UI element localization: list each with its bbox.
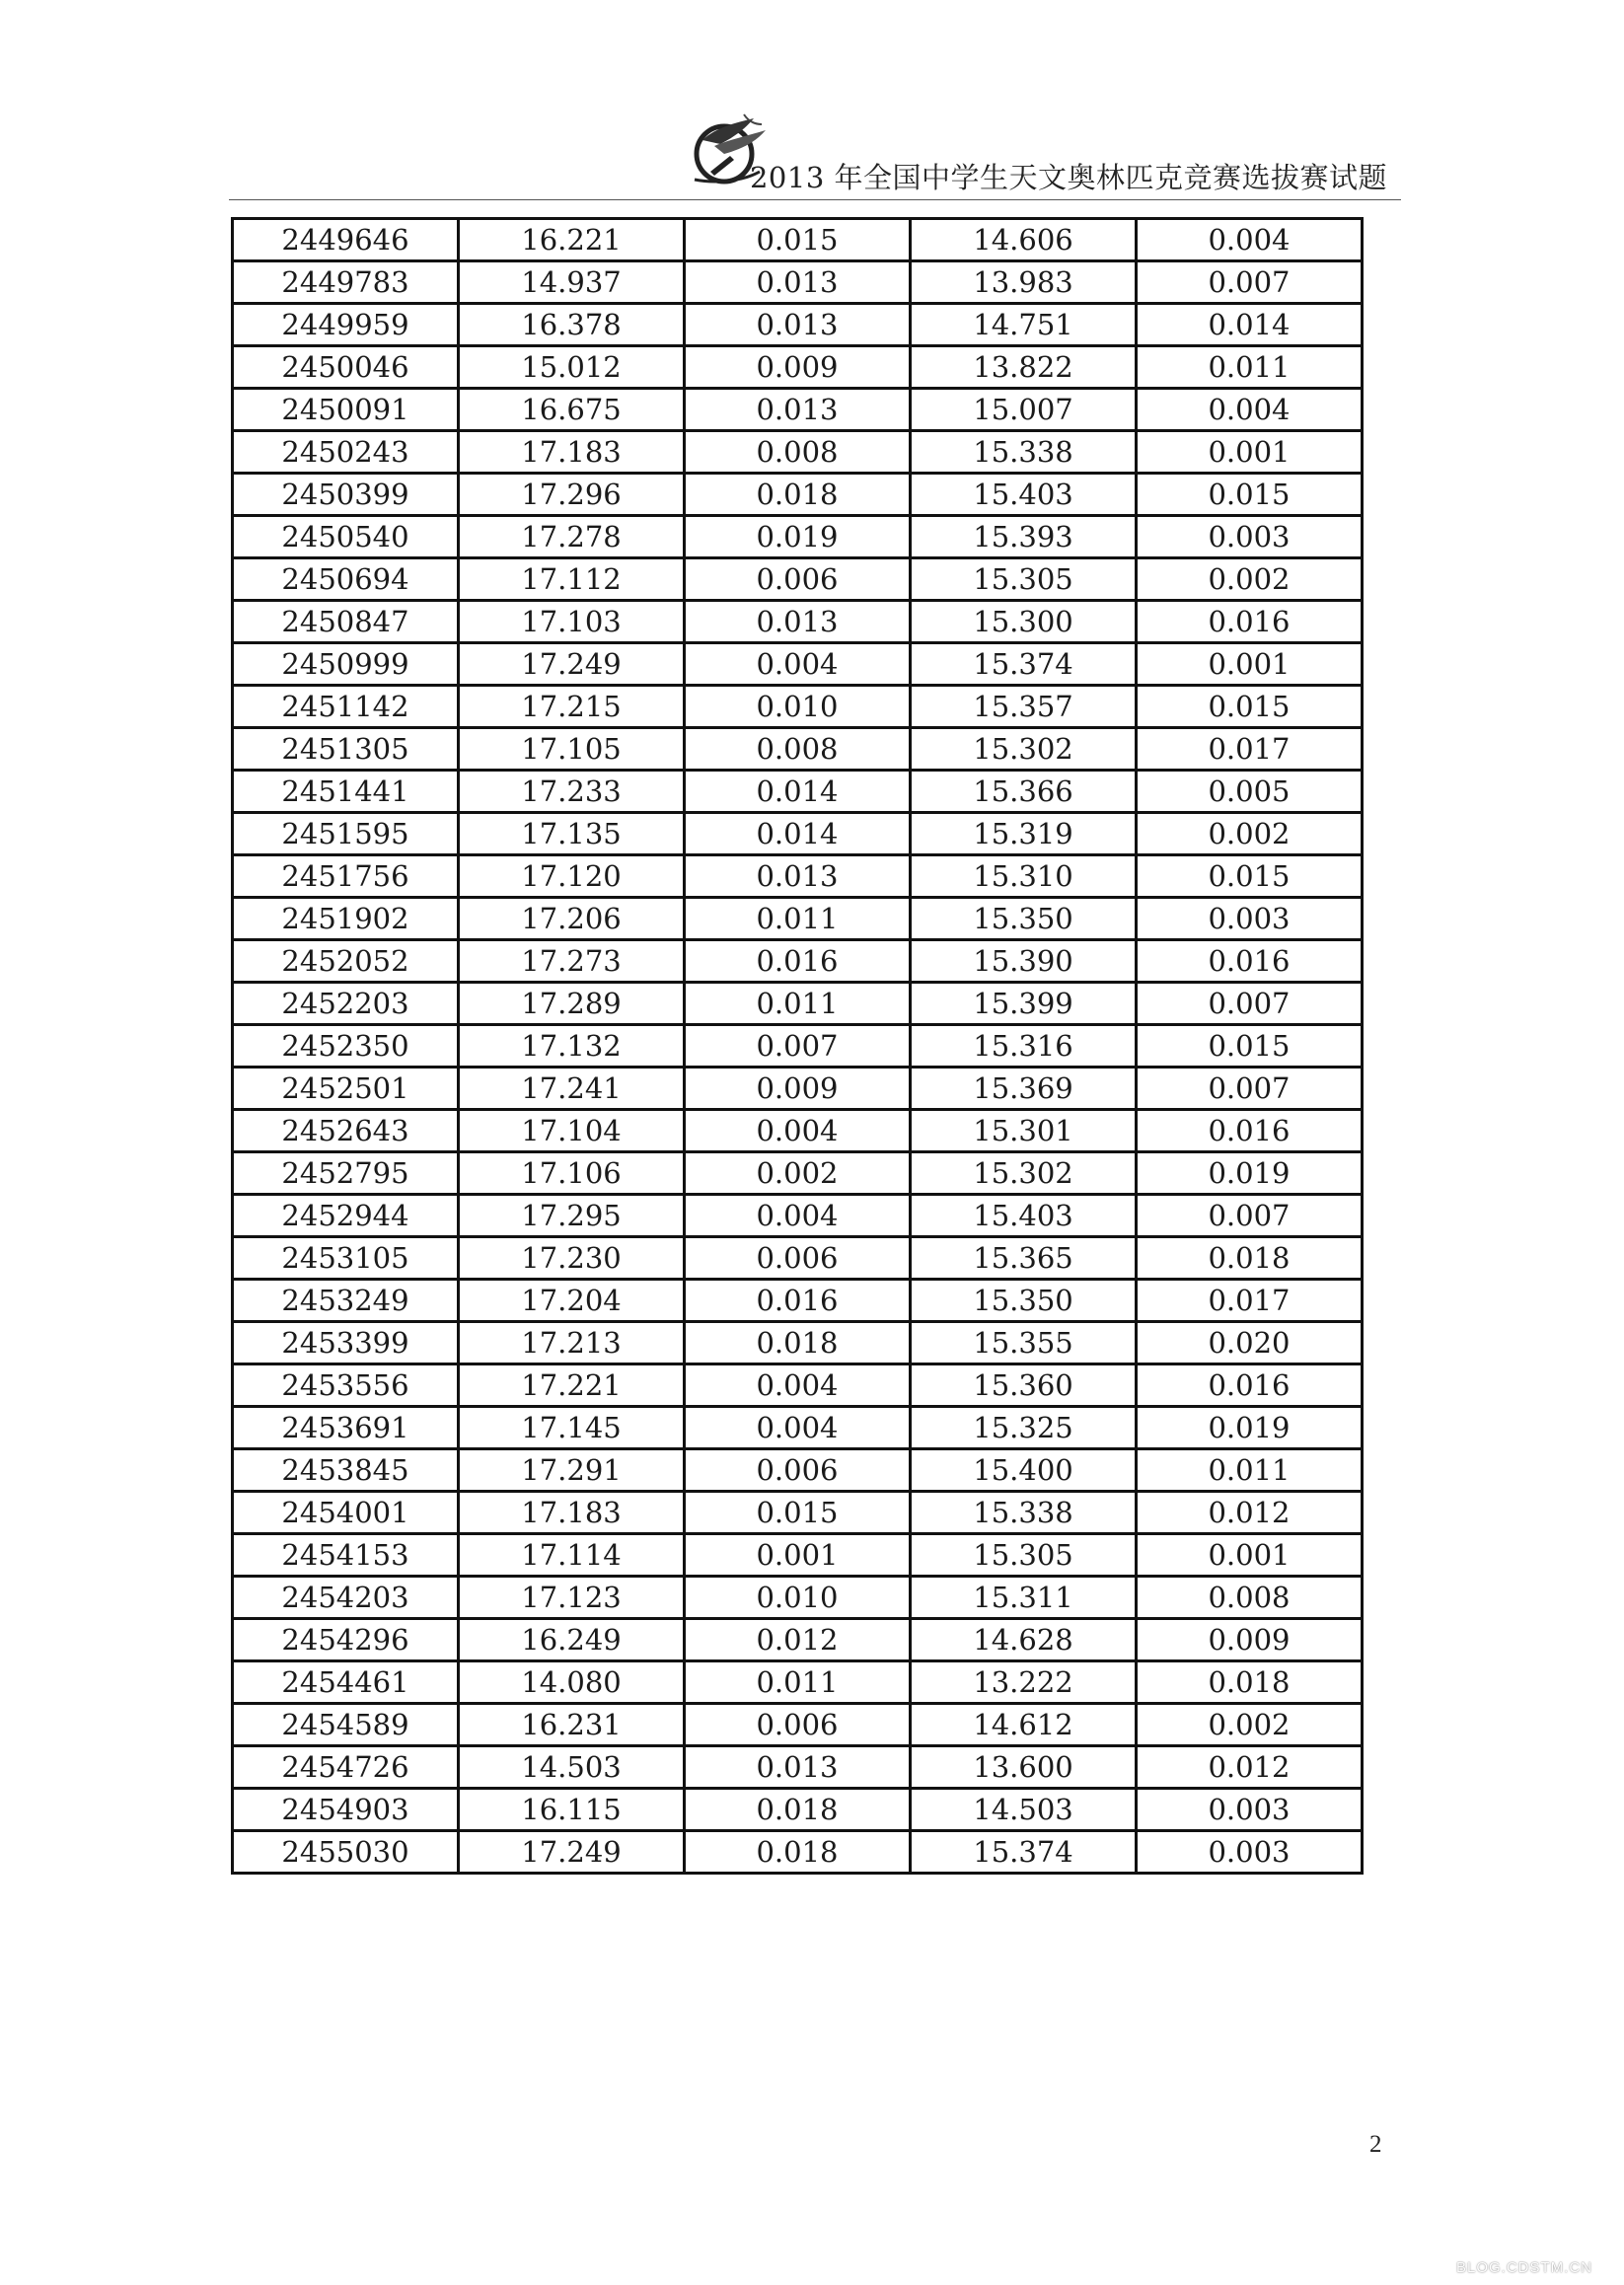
- table-cell: 0.015: [685, 1492, 911, 1534]
- table-cell: 2454903: [233, 1789, 459, 1831]
- table-cell: 15.311: [911, 1577, 1137, 1619]
- table-cell: 0.016: [685, 1280, 911, 1322]
- table-cell: 15.300: [911, 601, 1137, 643]
- table-cell: 2455030: [233, 1831, 459, 1874]
- table-cell: 13.983: [911, 261, 1137, 304]
- table-row: [233, 1364, 1363, 1407]
- table-cell: 2449646: [233, 219, 459, 261]
- page-header-title: 2013 年全国中学生天文奥林匹克竞赛选拔赛试题: [749, 161, 1387, 194]
- table-row: [233, 431, 1363, 474]
- table-cell: 0.016: [1137, 940, 1363, 983]
- table-row: [233, 1322, 1363, 1364]
- table-cell: 2453105: [233, 1237, 459, 1280]
- table-cell: 15.403: [911, 474, 1137, 516]
- table-cell: 0.008: [685, 728, 911, 771]
- table-cell: 15.302: [911, 728, 1137, 771]
- table-row: [233, 1110, 1363, 1152]
- table-row: [233, 219, 1363, 261]
- table-cell: 0.015: [1137, 1025, 1363, 1068]
- table-cell: 0.009: [1137, 1619, 1363, 1661]
- table-cell: 0.012: [685, 1619, 911, 1661]
- table-cell: 0.012: [1137, 1746, 1363, 1789]
- table-cell: 17.204: [459, 1280, 685, 1322]
- table-row: [233, 1237, 1363, 1280]
- table-cell: 0.013: [685, 261, 911, 304]
- table-cell: 15.310: [911, 855, 1137, 898]
- table-cell: 0.003: [1137, 1789, 1363, 1831]
- table-cell: 2449959: [233, 304, 459, 346]
- table-cell: 0.008: [685, 431, 911, 474]
- table-cell: 15.012: [459, 346, 685, 389]
- table-cell: 16.231: [459, 1704, 685, 1746]
- table-cell: 17.230: [459, 1237, 685, 1280]
- table-cell: 14.937: [459, 261, 685, 304]
- table-cell: 15.357: [911, 686, 1137, 728]
- table-cell: 0.002: [685, 1152, 911, 1195]
- table-cell: 17.249: [459, 643, 685, 686]
- table-cell: 17.289: [459, 983, 685, 1025]
- table-row: [233, 389, 1363, 431]
- table-cell: 2454726: [233, 1746, 459, 1789]
- table-cell: 0.017: [1137, 1280, 1363, 1322]
- table-cell: 0.012: [1137, 1492, 1363, 1534]
- table-cell: 0.019: [685, 516, 911, 558]
- table-cell: 15.374: [911, 643, 1137, 686]
- table-cell: 13.600: [911, 1746, 1137, 1789]
- table-cell: 2449783: [233, 261, 459, 304]
- table-cell: 2454296: [233, 1619, 459, 1661]
- table-cell: 17.120: [459, 855, 685, 898]
- table-row: [233, 1577, 1363, 1619]
- table-cell: 0.001: [1137, 1534, 1363, 1577]
- table-cell: 2450999: [233, 643, 459, 686]
- table-row: [233, 940, 1363, 983]
- table-cell: 0.019: [1137, 1152, 1363, 1195]
- table-cell: 0.018: [1137, 1237, 1363, 1280]
- table-cell: 14.606: [911, 219, 1137, 261]
- table-cell: 0.003: [1137, 1831, 1363, 1874]
- table-cell: 17.183: [459, 431, 685, 474]
- table-cell: 2452643: [233, 1110, 459, 1152]
- table-row: [233, 983, 1363, 1025]
- table-cell: 17.183: [459, 1492, 685, 1534]
- table-cell: 16.221: [459, 219, 685, 261]
- table-row: [233, 1152, 1363, 1195]
- table-row: [233, 813, 1363, 855]
- table-cell: 2451756: [233, 855, 459, 898]
- table-row: [233, 1534, 1363, 1577]
- table-row: [233, 1068, 1363, 1110]
- table-cell: 2453399: [233, 1322, 459, 1364]
- table-cell: 17.296: [459, 474, 685, 516]
- table-cell: 2450243: [233, 431, 459, 474]
- table-row: [233, 1449, 1363, 1492]
- table-cell: 0.004: [1137, 219, 1363, 261]
- table-row: [233, 1025, 1363, 1068]
- table-cell: 0.007: [1137, 261, 1363, 304]
- table-cell: 0.003: [1137, 516, 1363, 558]
- table-cell: 2454153: [233, 1534, 459, 1577]
- table-cell: 0.011: [685, 898, 911, 940]
- table-cell: 15.338: [911, 431, 1137, 474]
- table-cell: 15.390: [911, 940, 1137, 983]
- table-cell: 17.249: [459, 1831, 685, 1874]
- table-cell: 0.006: [685, 558, 911, 601]
- table-cell: 0.015: [685, 219, 911, 261]
- table-cell: 0.016: [1137, 1364, 1363, 1407]
- table-cell: 0.004: [1137, 389, 1363, 431]
- table-cell: 0.004: [685, 1407, 911, 1449]
- table-cell: 2454589: [233, 1704, 459, 1746]
- table-row: [233, 261, 1363, 304]
- table-cell: 17.123: [459, 1577, 685, 1619]
- table-cell: 15.403: [911, 1195, 1137, 1237]
- table-cell: 2450091: [233, 389, 459, 431]
- table-cell: 16.378: [459, 304, 685, 346]
- table-row: [233, 1661, 1363, 1704]
- table-cell: 17.103: [459, 601, 685, 643]
- table-cell: 0.001: [1137, 643, 1363, 686]
- table-cell: 15.366: [911, 771, 1137, 813]
- table-cell: 0.018: [685, 474, 911, 516]
- table-row: [233, 601, 1363, 643]
- table-cell: 0.016: [1137, 1110, 1363, 1152]
- table-cell: 17.206: [459, 898, 685, 940]
- table-cell: 0.005: [1137, 771, 1363, 813]
- table-cell: 17.104: [459, 1110, 685, 1152]
- table-cell: 15.355: [911, 1322, 1137, 1364]
- table-row: [233, 1407, 1363, 1449]
- table-cell: 0.013: [685, 304, 911, 346]
- table-row: [233, 558, 1363, 601]
- table-cell: 0.002: [1137, 813, 1363, 855]
- table-cell: 17.132: [459, 1025, 685, 1068]
- photometry-table: [231, 217, 1364, 1875]
- table-cell: 15.319: [911, 813, 1137, 855]
- table-row: [233, 1789, 1363, 1831]
- table-cell: 15.325: [911, 1407, 1137, 1449]
- table-cell: 0.002: [1137, 558, 1363, 601]
- table-cell: 17.273: [459, 940, 685, 983]
- page-header: [229, 111, 1401, 200]
- table-cell: 16.115: [459, 1789, 685, 1831]
- table-cell: 15.400: [911, 1449, 1137, 1492]
- table-cell: 15.374: [911, 1831, 1137, 1874]
- table-cell: 0.006: [685, 1704, 911, 1746]
- table-cell: 2452501: [233, 1068, 459, 1110]
- table-cell: 0.013: [685, 389, 911, 431]
- table-cell: 2454001: [233, 1492, 459, 1534]
- table-cell: 2450540: [233, 516, 459, 558]
- table-cell: 0.010: [685, 686, 911, 728]
- table-cell: 15.338: [911, 1492, 1137, 1534]
- table-row: [233, 728, 1363, 771]
- table-cell: 0.015: [1137, 855, 1363, 898]
- table-row: [233, 1619, 1363, 1661]
- page-number: 2: [1369, 2131, 1382, 2158]
- table-cell: 0.013: [685, 601, 911, 643]
- table-cell: 0.004: [685, 1364, 911, 1407]
- watermark: BLOG.CDSTM.CN: [1456, 2259, 1593, 2276]
- table-cell: 15.369: [911, 1068, 1137, 1110]
- table-cell: 0.018: [685, 1322, 911, 1364]
- table-cell: 15.007: [911, 389, 1137, 431]
- table-row: [233, 304, 1363, 346]
- table-cell: 14.751: [911, 304, 1137, 346]
- table-row: [233, 1280, 1363, 1322]
- table-cell: 0.007: [1137, 983, 1363, 1025]
- table-cell: 0.009: [685, 346, 911, 389]
- table-cell: 0.014: [685, 813, 911, 855]
- table-cell: 0.007: [685, 1025, 911, 1068]
- table-cell: 0.007: [1137, 1068, 1363, 1110]
- table-cell: 0.001: [1137, 431, 1363, 474]
- table-row: [233, 1195, 1363, 1237]
- table-cell: 17.114: [459, 1534, 685, 1577]
- table-cell: 17.291: [459, 1449, 685, 1492]
- table-cell: 14.628: [911, 1619, 1137, 1661]
- table-cell: 17.105: [459, 728, 685, 771]
- table-cell: 0.006: [685, 1449, 911, 1492]
- table-row: [233, 1831, 1363, 1874]
- table-row: [233, 516, 1363, 558]
- table-cell: 2451441: [233, 771, 459, 813]
- table-cell: 2450399: [233, 474, 459, 516]
- table-cell: 16.249: [459, 1619, 685, 1661]
- table-cell: 2451142: [233, 686, 459, 728]
- table-cell: 17.145: [459, 1407, 685, 1449]
- table-cell: 2454203: [233, 1577, 459, 1619]
- table-cell: 15.365: [911, 1237, 1137, 1280]
- table-cell: 0.020: [1137, 1322, 1363, 1364]
- table-cell: 17.221: [459, 1364, 685, 1407]
- table-cell: 0.007: [1137, 1195, 1363, 1237]
- table-cell: 0.014: [685, 771, 911, 813]
- table-cell: 2452944: [233, 1195, 459, 1237]
- table-cell: 14.080: [459, 1661, 685, 1704]
- table-cell: 17.233: [459, 771, 685, 813]
- table-cell: 0.009: [685, 1068, 911, 1110]
- table-cell: 0.011: [685, 1661, 911, 1704]
- table-cell: 17.135: [459, 813, 685, 855]
- table-cell: 15.302: [911, 1152, 1137, 1195]
- table-row: [233, 643, 1363, 686]
- table-cell: 0.014: [1137, 304, 1363, 346]
- table-cell: 0.016: [685, 940, 911, 983]
- table-row: [233, 855, 1363, 898]
- table-cell: 15.350: [911, 1280, 1137, 1322]
- table-cell: 2452350: [233, 1025, 459, 1068]
- table-body: [233, 219, 1363, 1874]
- table-cell: 2450694: [233, 558, 459, 601]
- table-cell: 0.002: [1137, 1704, 1363, 1746]
- table-cell: 0.011: [685, 983, 911, 1025]
- table-cell: 15.301: [911, 1110, 1137, 1152]
- table-cell: 0.018: [685, 1789, 911, 1831]
- table-cell: 0.016: [1137, 601, 1363, 643]
- table-cell: 14.612: [911, 1704, 1137, 1746]
- table-row: [233, 686, 1363, 728]
- table-cell: 0.019: [1137, 1407, 1363, 1449]
- table-cell: 0.017: [1137, 728, 1363, 771]
- table-cell: 2454461: [233, 1661, 459, 1704]
- table-cell: 2452795: [233, 1152, 459, 1195]
- table-cell: 16.675: [459, 389, 685, 431]
- table-cell: 17.215: [459, 686, 685, 728]
- table-cell: 0.015: [1137, 686, 1363, 728]
- table-row: [233, 1492, 1363, 1534]
- table-cell: 17.213: [459, 1322, 685, 1364]
- table-cell: 0.015: [1137, 474, 1363, 516]
- table-cell: 14.503: [459, 1746, 685, 1789]
- table-cell: 0.018: [685, 1831, 911, 1874]
- table-cell: 0.004: [685, 1110, 911, 1152]
- table-cell: 13.822: [911, 346, 1137, 389]
- table-cell: 0.004: [685, 1195, 911, 1237]
- table-cell: 15.399: [911, 983, 1137, 1025]
- table-row: [233, 898, 1363, 940]
- table-cell: 0.013: [685, 855, 911, 898]
- table-cell: 15.316: [911, 1025, 1137, 1068]
- table-row: [233, 1704, 1363, 1746]
- table-cell: 15.305: [911, 1534, 1137, 1577]
- table-cell: 2450847: [233, 601, 459, 643]
- table-cell: 2453556: [233, 1364, 459, 1407]
- table-cell: 2451305: [233, 728, 459, 771]
- table-cell: 2452052: [233, 940, 459, 983]
- table-cell: 2451902: [233, 898, 459, 940]
- table-cell: 0.010: [685, 1577, 911, 1619]
- table-cell: 17.278: [459, 516, 685, 558]
- table-row: [233, 1746, 1363, 1789]
- table-cell: 17.241: [459, 1068, 685, 1110]
- table-cell: 2452203: [233, 983, 459, 1025]
- table-cell: 0.013: [685, 1746, 911, 1789]
- table-cell: 17.106: [459, 1152, 685, 1195]
- table-cell: 2453845: [233, 1449, 459, 1492]
- table-cell: 0.004: [685, 643, 911, 686]
- table-cell: 2450046: [233, 346, 459, 389]
- table-cell: 15.360: [911, 1364, 1137, 1407]
- table-cell: 15.305: [911, 558, 1137, 601]
- table-row: [233, 346, 1363, 389]
- table-cell: 13.222: [911, 1661, 1137, 1704]
- table-cell: 15.393: [911, 516, 1137, 558]
- table-cell: 2453249: [233, 1280, 459, 1322]
- table-cell: 0.011: [1137, 1449, 1363, 1492]
- table-cell: 0.011: [1137, 346, 1363, 389]
- table-cell: 2453691: [233, 1407, 459, 1449]
- table-cell: 0.003: [1137, 898, 1363, 940]
- table-cell: 0.018: [1137, 1661, 1363, 1704]
- table-cell: 0.001: [685, 1534, 911, 1577]
- table-cell: 17.112: [459, 558, 685, 601]
- table-cell: 15.350: [911, 898, 1137, 940]
- table-row: [233, 771, 1363, 813]
- table-cell: 0.008: [1137, 1577, 1363, 1619]
- table-cell: 0.006: [685, 1237, 911, 1280]
- table-cell: 17.295: [459, 1195, 685, 1237]
- table-row: [233, 474, 1363, 516]
- table-cell: 14.503: [911, 1789, 1137, 1831]
- table-cell: 2451595: [233, 813, 459, 855]
